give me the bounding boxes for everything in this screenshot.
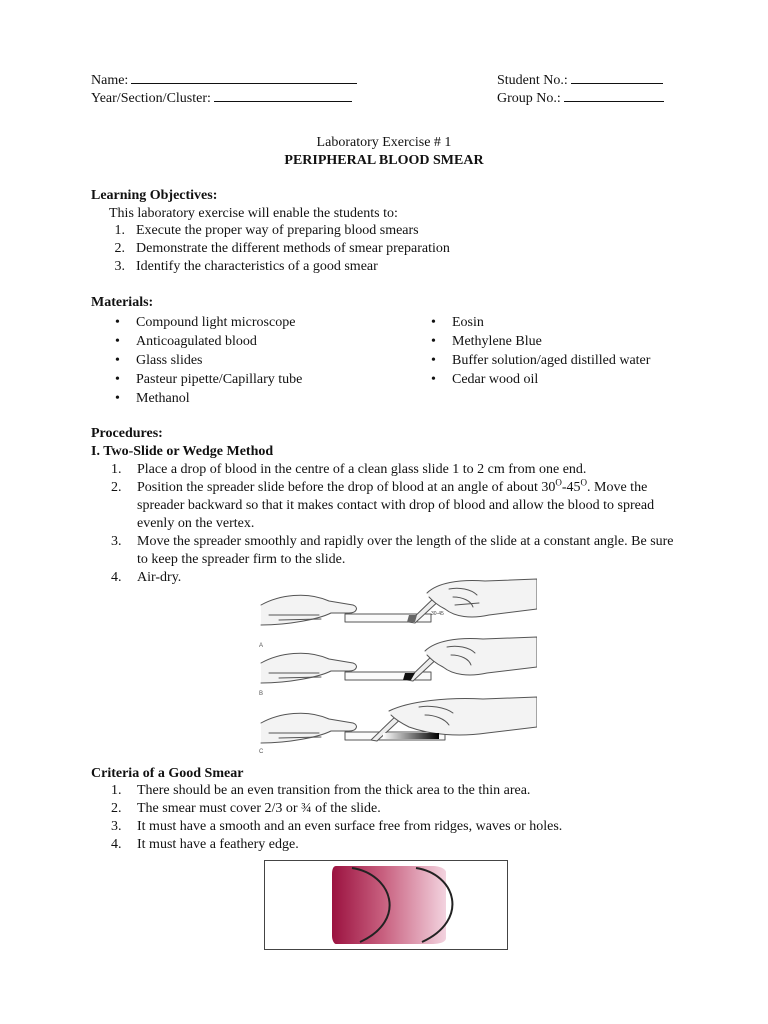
student-no-label: Student No.:: [497, 73, 568, 88]
list-item: [91, 818, 691, 836]
item-number: 3.: [111, 534, 122, 549]
group-no-label: Group No.:: [497, 91, 561, 106]
item-number: 1.: [111, 783, 122, 798]
item-text: There should be an even transition from the thick area to the thin area.: [137, 783, 531, 798]
list-item: [91, 313, 421, 332]
step-text-part: Position the spreader slide before the drop of blood at an angle of about 30: [137, 480, 556, 495]
item-text: Methylene Blue: [452, 334, 542, 349]
item-number: 2.: [114, 241, 125, 256]
good-smear-illustration: [264, 860, 508, 950]
item-text: It must have a smooth and an even surface free from ridges, waves or holes.: [137, 819, 563, 834]
item-text: Buffer solution/aged distilled water: [452, 353, 651, 368]
bullet-icon: •: [115, 372, 120, 387]
item-text: Pasteur pipette/Capillary tube: [136, 372, 303, 387]
objectives-intro: This laboratory exercise will enable the students to:: [109, 206, 398, 221]
item-text: Execute the proper way of preparing blood smears: [136, 223, 419, 238]
list-item: [407, 313, 737, 332]
blood-smear-c: [383, 733, 439, 739]
group-no-blank[interactable]: [564, 88, 664, 102]
list-item: [91, 533, 687, 569]
item-text: The smear must cover 2/3 or ¾ of the slide.: [137, 801, 381, 816]
item-number: 4.: [111, 837, 122, 852]
item-number: 1.: [111, 462, 122, 477]
item-text: Identify the characteristics of a good smear: [136, 259, 378, 274]
year-label: Year/Section/Cluster:: [91, 91, 211, 106]
item-text: It must have a feathery edge.: [137, 837, 299, 852]
student-no-field: [497, 70, 663, 90]
name-blank[interactable]: [131, 70, 357, 84]
list-item: [91, 332, 421, 351]
item-number: 2.: [111, 801, 122, 816]
item-text: Methanol: [136, 391, 190, 406]
list-item: [91, 479, 687, 533]
bullet-icon: •: [431, 334, 436, 349]
criteria-list: [91, 782, 691, 854]
list-item: [91, 836, 691, 854]
panel-a-drawing: [261, 579, 537, 625]
bullet-icon: •: [115, 315, 120, 330]
bullet-icon: •: [115, 334, 120, 349]
bullet-icon: •: [431, 315, 436, 330]
list-item: [91, 800, 691, 818]
step-text-part: . Move the spreader backward so that it makes contact with drop of blood and allow the blood to spread evenly on the vertex.: [137, 480, 655, 531]
group-no-field: [497, 88, 664, 108]
method-heading: I. Two-Slide or Wedge Method: [91, 444, 274, 459]
procedure-steps: [91, 461, 687, 587]
item-text: Compound light microscope: [136, 315, 296, 330]
degree-superscript: O: [580, 477, 588, 488]
step-text-part: -45: [561, 480, 581, 495]
objectives-heading: Learning Objectives:: [91, 188, 218, 203]
procedures-heading: Procedures:: [91, 426, 163, 441]
list-item: [91, 258, 691, 276]
materials-left-list: [91, 313, 421, 408]
item-text: [137, 477, 655, 531]
list-item: [91, 389, 421, 408]
degree-superscript: O: [555, 477, 562, 488]
bullet-icon: •: [431, 372, 436, 387]
list-item: [91, 782, 691, 800]
item-text: Air-dry.: [137, 570, 182, 585]
item-text: Anticoagulated blood: [136, 334, 257, 349]
student-no-blank[interactable]: [571, 70, 663, 84]
figure-label-c: C: [259, 749, 264, 755]
name-field: [91, 70, 357, 90]
list-item: [407, 351, 737, 370]
materials-right-list: [407, 313, 737, 389]
page-title: PERIPHERAL BLOOD SMEAR: [284, 153, 484, 168]
objectives-list: [91, 222, 691, 276]
figure-label-a: A: [259, 643, 264, 649]
list-item: [407, 332, 737, 351]
year-field: [91, 88, 352, 108]
item-text: Move the spreader smoothly and rapidly over the length of the slide at a constant angle. Be sure to keep the spreader firm to the slide.: [137, 534, 674, 567]
materials-heading: Materials:: [91, 295, 154, 310]
angle-label: 30-45: [431, 611, 444, 617]
list-item: [91, 222, 691, 240]
exercise-title: Laboratory Exercise # 1: [316, 135, 452, 150]
item-text: Glass slides: [136, 353, 203, 368]
bullet-icon: •: [431, 353, 436, 368]
list-item: [407, 370, 737, 389]
item-text: Eosin: [452, 315, 484, 330]
panel-b-drawing: [261, 637, 537, 683]
list-item: [91, 461, 687, 479]
criteria-heading: Criteria of a Good Smear: [91, 766, 244, 781]
list-item: [91, 351, 421, 370]
item-number: 3.: [114, 259, 125, 274]
name-label: Name:: [91, 73, 129, 88]
list-item: [91, 370, 421, 389]
bullet-icon: •: [115, 353, 120, 368]
wedge-method-illustration: [259, 575, 537, 755]
item-text: Place a drop of blood in the centre of a clean glass slide 1 to 2 cm from one end.: [137, 462, 587, 477]
bullet-icon: •: [115, 391, 120, 406]
item-number: 3.: [111, 819, 122, 834]
item-number: 4.: [111, 570, 122, 585]
item-number: 2.: [111, 480, 122, 495]
year-blank[interactable]: [214, 88, 352, 102]
item-number: 1.: [114, 223, 125, 238]
figure-label-b: B: [259, 691, 264, 697]
item-text: Demonstrate the different methods of smear preparation: [136, 241, 450, 256]
item-text: Cedar wood oil: [452, 372, 539, 387]
list-item: [91, 240, 691, 258]
